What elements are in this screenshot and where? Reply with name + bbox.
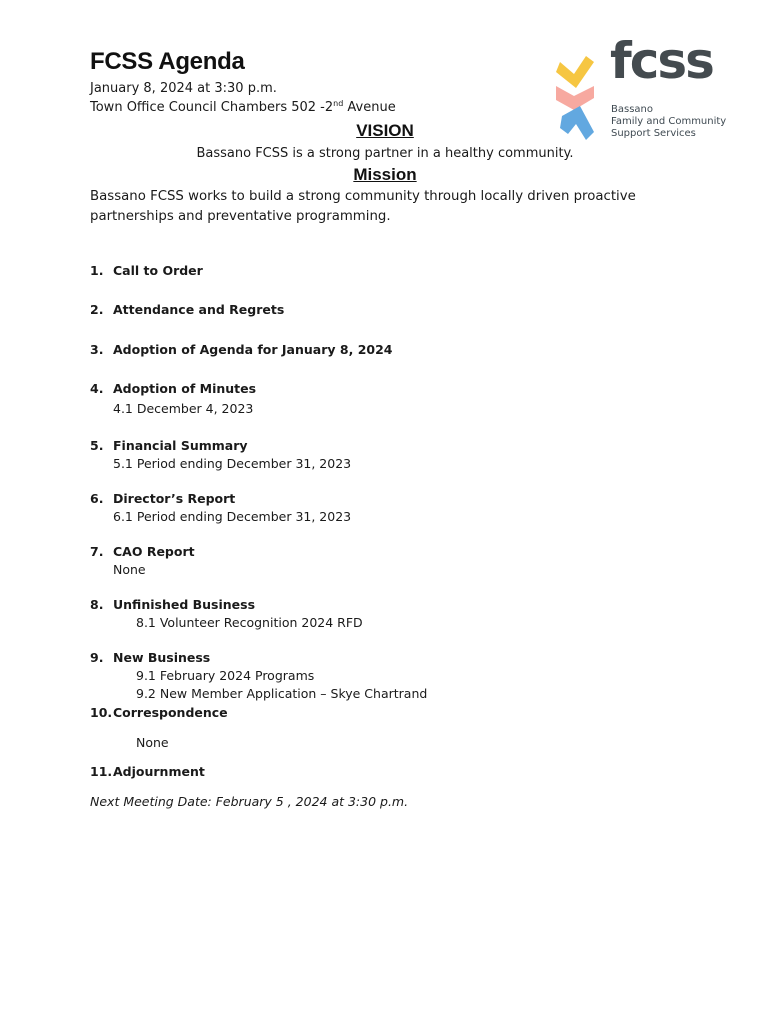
agenda-item: 9. New Business <box>90 650 211 665</box>
agenda-subitem: 8.1 Volunteer Recognition 2024 RFD <box>136 615 363 630</box>
meeting-location: Town Office Council Chambers 502 -2nd Avenue <box>90 99 396 115</box>
logo-line-1: Bassano <box>611 104 653 115</box>
mission-heading: Mission <box>353 165 417 184</box>
agenda-item: 4. Adoption of Minutes <box>90 381 257 396</box>
agenda-item: 3. Adoption of Agenda for January 8, 2024 <box>90 342 393 357</box>
agenda-subitem: None <box>136 735 169 750</box>
agenda-subitem: 5.1 Period ending December 31, 2023 <box>113 456 352 471</box>
next-meeting-date: Next Meeting Date: February 5 , 2024 at 3:30 p.m. <box>90 794 409 809</box>
logo-line-2: Family and Community <box>611 116 727 127</box>
agenda-item: 6. Director’s Report <box>90 491 236 506</box>
page-title: FCSS Agenda <box>90 48 245 75</box>
meeting-date: January 8, 2024 at 3:30 p.m. <box>90 81 277 96</box>
agenda-item: 10.Correspondence <box>90 705 228 720</box>
agenda-item: 11.Adjournment <box>90 764 205 779</box>
agenda-item: 8. Unfinished Business <box>90 597 256 612</box>
logo-line-3: Support Services <box>611 128 696 139</box>
agenda-item: 2. Attendance and Regrets <box>90 302 285 317</box>
logo-pink-chevron <box>556 86 594 110</box>
agenda-subitem: 6.1 Period ending December 31, 2023 <box>113 509 352 524</box>
mission-text: Bassano FCSS works to build a strong community through locally driven proactive partnerships and preventative programming. <box>90 189 636 224</box>
agenda-subitem: 9.2 New Member Application – Skye Chartrand <box>136 686 428 701</box>
agenda-subitem: 4.1 December 4, 2023 <box>113 401 254 416</box>
logo-yellow-chevron <box>556 56 594 88</box>
agenda-subitem: None <box>113 562 146 577</box>
vision-text: Bassano FCSS is a strong partner in a healthy community. <box>196 146 574 161</box>
agenda-item: 5. Financial Summary <box>90 438 248 453</box>
logo-wordmark: fcss <box>610 32 713 90</box>
agenda-item: 7. CAO Report <box>90 544 195 559</box>
vision-heading: VISION <box>356 121 414 140</box>
agenda-item: 1. Call to Order <box>90 263 203 278</box>
agenda-subitem: 9.1 February 2024 Programs <box>136 668 315 683</box>
